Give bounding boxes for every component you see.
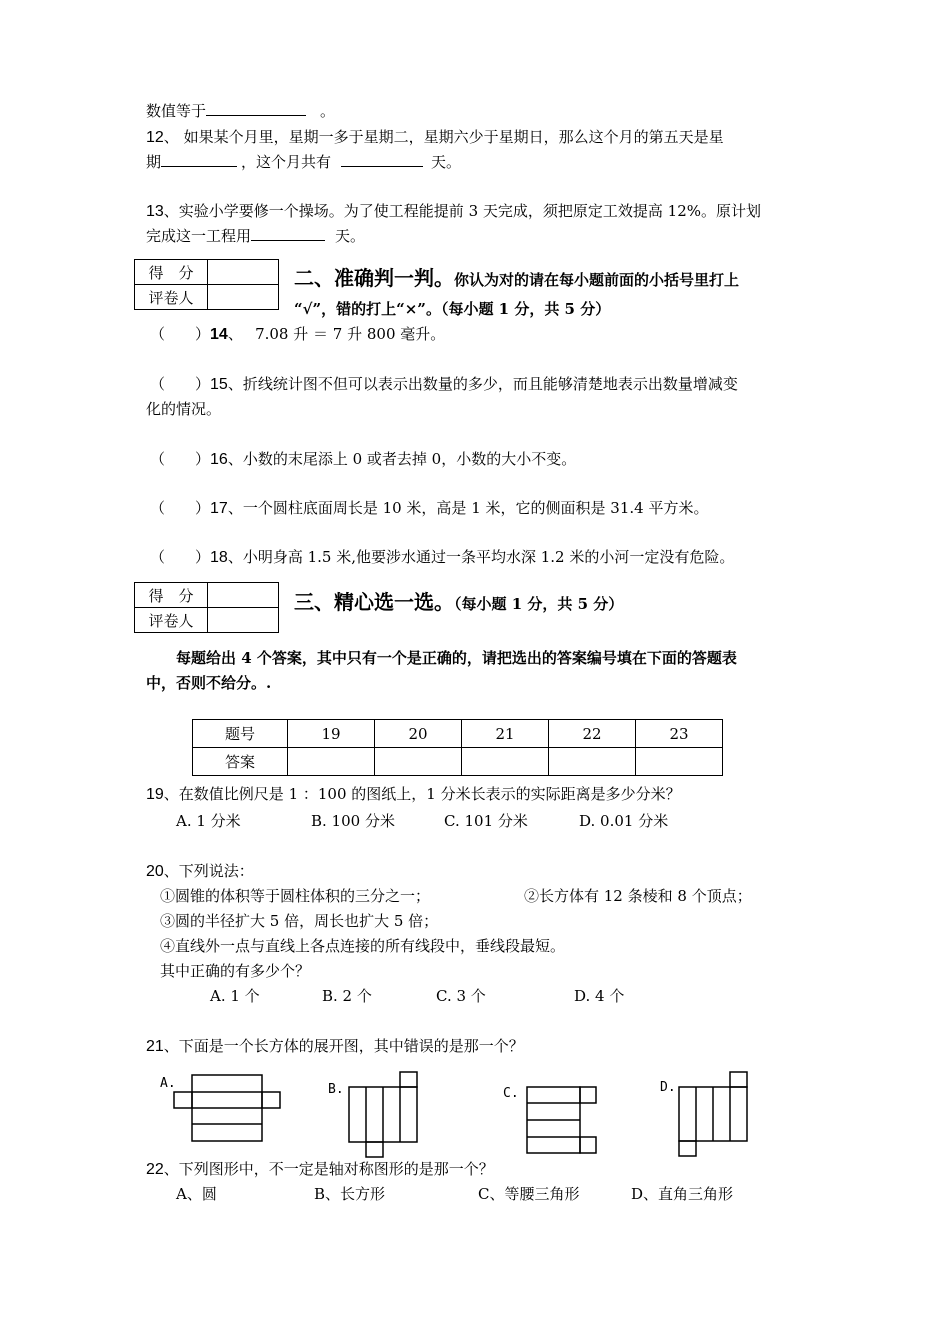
judge-item-15: （ ）15、折线统计图不但可以表示出数量的多少，而且能够清楚地表示出数量增减变 — [150, 375, 738, 393]
q22-question: 22、下列图形中，不一定是轴对称图形的是那一个？ — [146, 1160, 494, 1178]
judge-item-18: （ ）18、小明身高 1.5 米,他要涉水通过一条平均水深 1.2 米的小河一定没有危险。 — [150, 548, 735, 566]
q20-option-b[interactable]: B. 2 个 — [322, 987, 372, 1005]
q20-question: 20、下列说法： — [146, 862, 254, 880]
q22-option-a[interactable]: A、圆 — [176, 1185, 217, 1203]
q13-line2: 完成这一工程用 天。 — [146, 227, 366, 245]
q19-question: 19、在数值比例尺是 1 ：100 的图纸上，1 分米长表示的实际距离是多少分米？ — [146, 785, 681, 803]
judge-item-14: （ ）14、 7.08 升 ＝ 7 升 800 毫升。 — [150, 325, 446, 343]
q21-label-d[interactable]: D. — [660, 1080, 676, 1095]
answer-paren[interactable]: （ ） — [150, 450, 211, 468]
judge-item-17: （ ）17、一个圆柱底面周长是 10 米，高是 1 米，它的侧面积是 31.4 平方米。 — [150, 499, 709, 517]
instructions-line1: 每题给出 4 个答案，其中只有一个是正确的，请把选出的答案编号填在下面的答题表 — [176, 649, 737, 667]
q20-statement-3: ③圆的半径扩大 5 倍，周长也扩大 5 倍； — [160, 912, 439, 930]
net-figure-d[interactable] — [679, 1072, 747, 1156]
q22-option-c[interactable]: C、等腰三角形 — [478, 1185, 580, 1203]
section2-desc: “√”，错的打上“×”。（每小题 1 分，共 5 分） — [294, 300, 611, 318]
answer-paren[interactable]: （ ） — [150, 325, 211, 343]
q19-option-c[interactable]: C. 101 分米 — [444, 812, 528, 830]
q21-question: 21、下面是一个长方体的展开图，其中错误的是那一个？ — [146, 1037, 524, 1055]
q19-option-a[interactable]: A. 1 分米 — [176, 812, 241, 830]
answer-paren[interactable]: （ ） — [150, 375, 211, 393]
q22-option-d[interactable]: D、直角三角形 — [631, 1185, 734, 1203]
q21-label-a[interactable]: A. — [160, 1076, 176, 1091]
score-box-section3: 得 分 评卷人 — [134, 582, 279, 633]
q20-subquestion: 其中正确的有多少个？ — [160, 962, 311, 980]
q19-option-b[interactable]: B. 100 分米 — [311, 812, 395, 830]
answer-table-header-row: 题号 19 20 21 22 23 — [193, 720, 723, 748]
q12-line1: 12、 如果某个月里，星期一多于星期二，星期六少于星期日，那么这个月的第五天是星 — [146, 128, 724, 146]
net-figure-b[interactable] — [349, 1072, 417, 1157]
judge-item-16: （ ）16、小数的末尾添上 0 或者去掉 0，小数的大小不变。 — [150, 450, 577, 468]
score-box-section2: 得 分 评卷人 — [134, 259, 279, 310]
section3-header: 三、精心选一选。（每小题 1 分，共 5 分） — [294, 590, 624, 614]
q13-line1: 13、实验小学要修一个操场。为了使工程能提前 3 天完成，须把原定工效提高 12%。原计划 — [146, 202, 761, 220]
q20-statement-2: ②长方体有 12 条棱和 8 个顶点； — [524, 887, 752, 905]
section2-header: 二、准确判一判。你认为对的请在每小题前面的小括号里打上 — [294, 266, 740, 290]
q21-label-c[interactable]: C. — [503, 1086, 519, 1101]
q22-option-b[interactable]: B、长方形 — [314, 1185, 386, 1203]
q20-statement-4: ④直线外一点与直线上各点连接的所有线段中，垂线段最短。 — [160, 937, 566, 955]
net-figure-c[interactable] — [527, 1087, 596, 1153]
q20-option-d[interactable]: D. 4 个 — [574, 987, 625, 1005]
answer-paren[interactable]: （ ） — [150, 499, 211, 517]
net-figure-a[interactable] — [174, 1075, 280, 1141]
q11-tail: 数值等于 。 — [146, 102, 336, 120]
answer-paren[interactable]: （ ） — [150, 548, 211, 566]
q19-option-d[interactable]: D. 0.01 分米 — [579, 812, 669, 830]
q12-line2: 期 ，这个月共有 天。 — [146, 153, 462, 171]
answer-table-answer-row: 答案 — [193, 748, 723, 776]
q20-statement-1: ①圆锥的体积等于圆柱体积的三分之一； — [160, 887, 431, 905]
q21-label-b[interactable]: B. — [328, 1082, 344, 1097]
q20-option-a[interactable]: A. 1 个 — [210, 987, 260, 1005]
judge-item-15-cont: 化的情况。 — [146, 400, 222, 418]
q20-option-c[interactable]: C. 3 个 — [436, 987, 486, 1005]
instructions-line2: 中，否则不给分。. — [146, 674, 272, 692]
